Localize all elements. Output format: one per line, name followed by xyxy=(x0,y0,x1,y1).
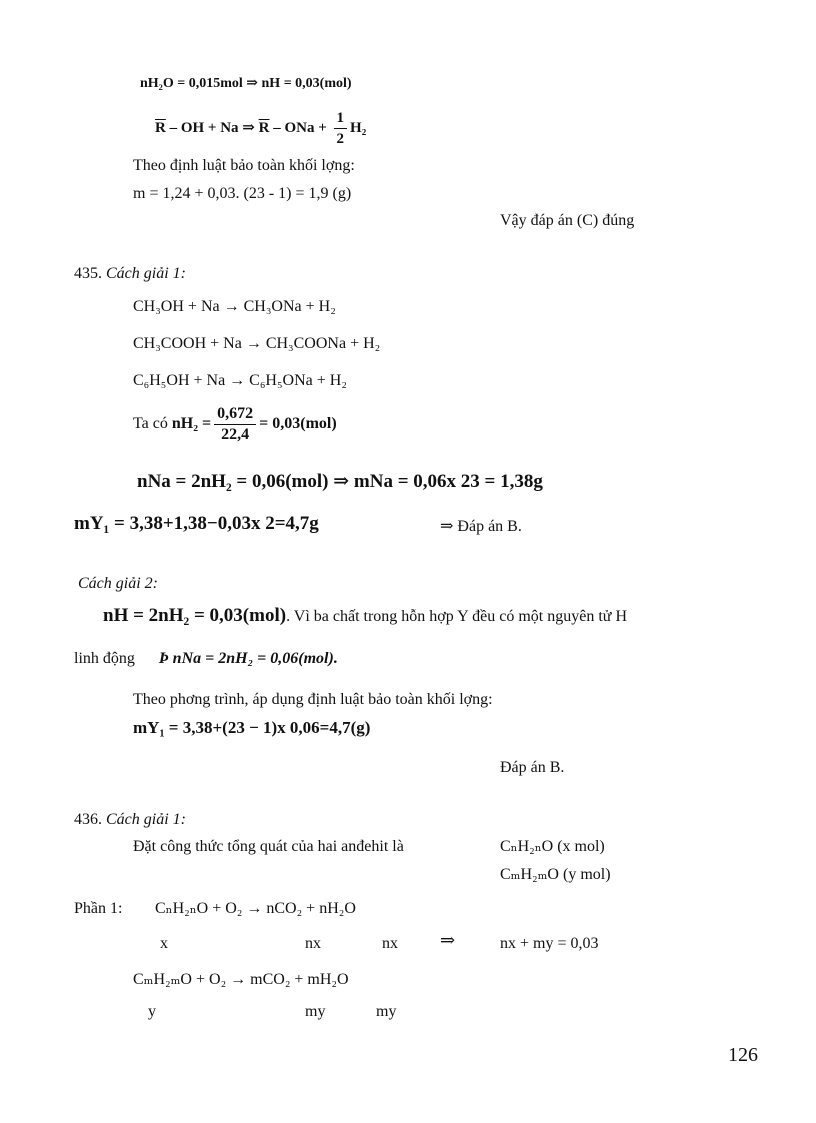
page-number: 126 xyxy=(728,1044,758,1066)
line-dat-cong-thuc: Đặt công thức tổng quát của hai anđehit là xyxy=(133,838,404,855)
text-linh-dong: linh động xyxy=(74,650,135,667)
eq-ch3oh: CH₃OH + Na → CH₃ONa + H₂ xyxy=(133,298,336,315)
line-answer-b-2: Đáp án B. xyxy=(500,759,565,776)
row-my-1: my xyxy=(305,1003,326,1020)
r-bar: $\overline{R}$ xyxy=(258,119,270,136)
line-answer-b-1: ⇒ Đáp án B. xyxy=(440,518,522,535)
implies-arrow: ⇒ xyxy=(440,930,456,950)
row-x: x xyxy=(160,935,168,952)
text-ta-co: Ta có xyxy=(133,415,172,433)
eq-part: – ONa + xyxy=(269,119,331,136)
nh2-label: nH₂ = xyxy=(171,415,212,433)
nna-formula: Þ nNa = 2nH₂ = 0,06(mol). xyxy=(158,650,338,667)
line-answer-c: Vậy đáp án (C) đúng xyxy=(500,212,635,229)
nh-formula: nH = 2nH₂ = 0,03(mol) xyxy=(103,605,287,626)
eq-cnh2no-combustion: CₙH₂ₙO + O₂ → nCO₂ + nH₂O xyxy=(155,900,356,917)
line-nna: nNa = 2nH₂ = 0,06(mol) ⇒ mNa = 0,06x 23 = 1,38g xyxy=(137,471,543,492)
formula-cnh2no: CₙH₂ₙO (x mol) xyxy=(500,838,605,855)
heading-cach-giai-2: Cách giải 2: xyxy=(78,575,158,592)
row-nx-1: nx xyxy=(305,935,321,952)
line-nh-2nh2 xyxy=(103,606,627,627)
nh2-result: = 0,03(mol) xyxy=(259,415,337,433)
row-y: y xyxy=(148,1003,156,1020)
heading-436: 436. Cách giải 1: xyxy=(74,811,186,828)
line-ta-co xyxy=(133,404,337,445)
row-sum: nx + my = 0,03 xyxy=(500,935,599,952)
line-reaction-r-oh xyxy=(155,108,366,149)
r-bar: $\overline{R}$ xyxy=(155,119,166,136)
eq-c6h5oh: C₆H₅OH + Na → C₆H₅ONa + H₂ xyxy=(133,372,347,389)
eq-part: H₂ xyxy=(350,119,367,136)
fraction-h2: $\frac{0,672}{22,4}$ xyxy=(214,404,256,445)
line-my1-b: mY₁ = 3,38+(23 − 1)x 0,06=4,7(g) xyxy=(133,718,371,737)
eq-ch3cooh: CH₃COOH + Na → CH₃COONa + H₂ xyxy=(133,335,381,352)
line-theo-phuong-trinh: Theo phơng trình, áp dụng định luật bảo toàn khối lợng: xyxy=(133,691,493,708)
eq-cmh2mo-combustion: CₘH₂ₘO + O₂ → mCO₂ + mH₂O xyxy=(133,971,349,988)
heading-435: 435. Cách giải 1: xyxy=(74,265,186,282)
row-nx-2: nx xyxy=(382,935,398,952)
nh-text: . Vì ba chất trong hỗn hợp Y đều có một nguyên tử H xyxy=(286,608,627,625)
line-nh2o: nH₂O = 0,015mol ⇒ nH = 0,03(mol) xyxy=(140,76,352,91)
line-theo-dinh-luat: Theo định luật bảo toàn khối lợng: xyxy=(133,157,355,174)
line-m-calc: m = 1,24 + 0,03. (23 - 1) = 1,9 (g) xyxy=(133,185,352,202)
line-my1-a: mY₁ = 3,38+1,38−0,03x 2=4,7g xyxy=(74,513,319,534)
eq-part: – OH + Na ⇒ xyxy=(165,119,259,136)
formula-cmh2mo: CₘH₂ₘO (y mol) xyxy=(500,866,611,883)
line-linh-dong xyxy=(74,649,338,669)
label-phan-1: Phần 1: xyxy=(74,900,123,917)
fraction-half: $\frac{1}{2}$ xyxy=(334,108,348,149)
row-my-2: my xyxy=(376,1003,397,1020)
